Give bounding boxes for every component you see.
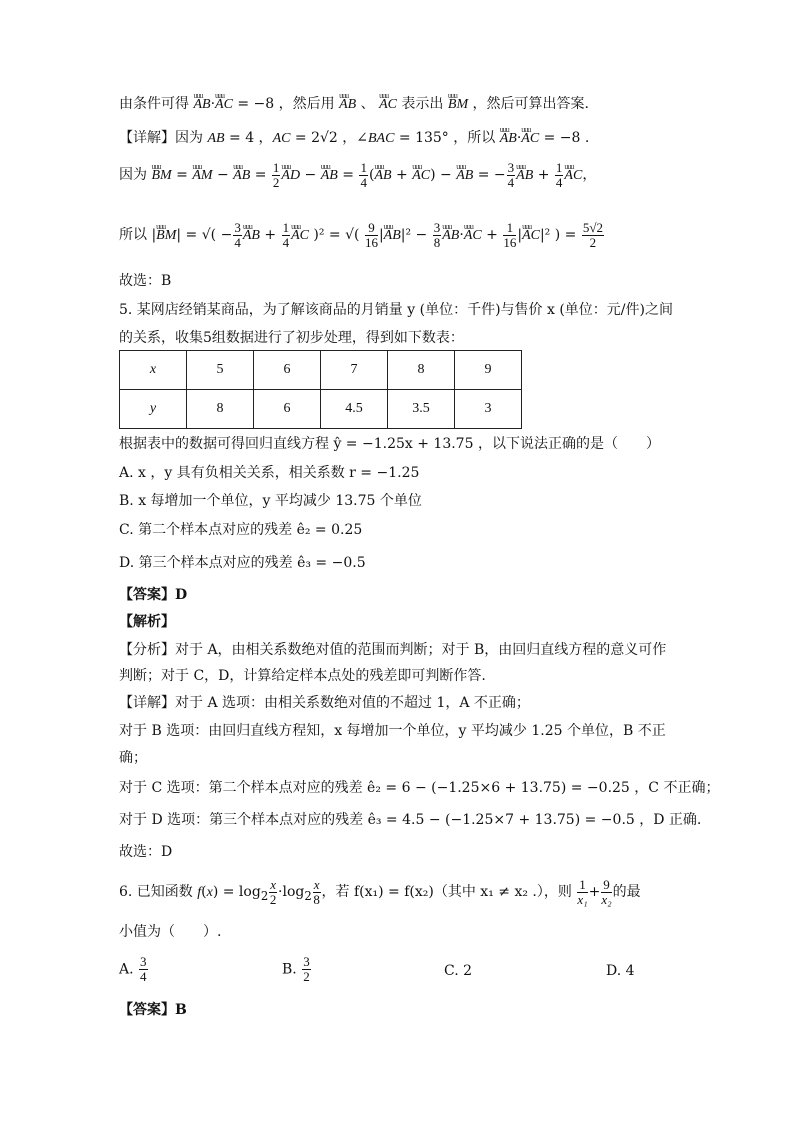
question-5-line-1: 5. 某网店经销某商品，为了解该商品的月销量 y (单位：千件)与售价 x (单位：元/件)之间 <box>119 302 673 318</box>
text-line-detail-given: 【详解】因为 AB = 4 ，AC = 2√2 ，∠BAC = 135° ，所以 uuu AB·uuu AC = −8 . <box>119 128 589 149</box>
question-6-line-1: 6. 已知函数 $f(x) = \log_2$ $\frac{x}{2}$ $\cdot\log_2$ $\frac{x}{8}$ ，若 f(x₁) = f(x₂)（其中 x₁ ≠ x₂ .），则 $\frac{1}{\text{x₁}}$ + $\frac{9}{\text{x₂}}$ 的最 <box>119 876 641 907</box>
answer-5: 【答案】D <box>119 587 188 603</box>
detail-line-1: 【详解】对于 A 选项：由相关系数绝对值的不超过 1，A 不正确； <box>119 695 530 711</box>
option-c: C. 第二个样本点对应的残差 ê₂ = 0.25 <box>119 522 363 538</box>
table-cell: 6 <box>254 390 321 429</box>
table-cell: 4.5 <box>321 390 388 429</box>
fraction-result: $\frac{5√2}{2}$ <box>582 219 603 250</box>
table-cell: 3.5 <box>388 390 455 429</box>
option-d: D. 第三个样本点对应的残差 ê₃ = −0.5 <box>119 555 366 571</box>
table-cell: 9 <box>455 351 522 390</box>
q6-option-b: B. $\frac{3}{2}$ <box>282 954 310 984</box>
table-cell: 8 <box>388 351 455 390</box>
table-cell: 5 <box>187 351 254 390</box>
table-cell: 7 <box>321 351 388 390</box>
text-line-choice-b: 故选：B <box>119 273 172 289</box>
answer-6: 【答案】B <box>119 1002 187 1018</box>
choice-d-line: 故选：D <box>119 844 173 860</box>
question-5-regression: 根据表中的数据可得回归直线方程 ŷ = −1.25x + 13.75 ，以下说法正确的是（ ） <box>119 436 660 452</box>
detail-line-3: 确； <box>119 750 147 766</box>
text-line-bm-magnitude: 所以 |uuu BM| = √( − $\frac{3}{4}$ uuu AB + $\frac{1}{4}$ uuu AC )² = √( $\frac{9}{16}$ |uuu AB|² − $\frac{3}{8}$ uuu AB·uuu AC + $\frac{1}{16}$ |uuu AC|² ) = $\frac{5√2}{2}$ <box>119 218 605 253</box>
detail-line-2: 对于 B 选项：由回归直线方程知，x 每增加一个单位，y 平均减少 1.25 个单位，B 不正 <box>119 723 666 739</box>
detail-line-5: 对于 D 选项：第三个样本点对应的残差 ê₃ = 4.5 − (−1.25×7 + 13.75) = −0.5 ，D 正确. <box>119 812 702 828</box>
table-cell: 8 <box>187 390 254 429</box>
q6-option-c: C. 2 <box>444 963 473 979</box>
fraction-one-half: $\frac{1}{2}$ <box>272 159 280 190</box>
table-row <box>120 351 522 390</box>
text-line-bm-expression: 因为 uuu BM = uuu AM − uuu AB = $\frac{1}{2}$ uuu AD − uuu AB = $\frac{1}{4}$ (uuu AB + uuu AC) − uuu AB = − $\frac{3}{4}$ uuu AB + $\frac{1}{4}$ uuu AC， <box>119 160 596 191</box>
fraction-one-quarter: $\frac{1}{4}$ <box>360 159 367 190</box>
analysis-line-1: 【分析】对于 A，由相关系数绝对值的范围而判断；对于 B，由回归直线方程的意义可作 <box>119 642 667 658</box>
option-a: A. x ，y 具有负相关关系，相关系数 r = −1.25 <box>119 465 420 481</box>
table-cell: 3 <box>455 390 522 429</box>
q6-option-d: D. 4 <box>606 963 635 979</box>
question-6-line-2: 小值为（ ）. <box>119 924 222 940</box>
magnitude-prefix: 所以 <box>119 227 147 243</box>
analysis-line-2: 判断；对于 C，D，计算给定样本点处的残差即可判断作答. <box>119 668 486 684</box>
bm-prefix: 因为 <box>119 167 147 183</box>
table-cell: 6 <box>254 351 321 390</box>
analysis-heading-5: 【解析】 <box>119 614 175 630</box>
table-cell: x <box>120 351 187 390</box>
table-row <box>120 390 522 429</box>
table-cell: y <box>120 390 187 429</box>
q6-option-a: A. $\frac{3}{4}$ <box>119 954 147 984</box>
data-table <box>119 350 522 429</box>
text-line-derivation-intro: 由条件可得 uuu AB·uuu AC = −8 ，然后用 uuu AB 、 uuu AC 表示出 uuu BM ，然后可算出答案. <box>119 94 589 115</box>
question-5-line-2: 的关系，收集5组数据进行了初步处理，得到如下数表： <box>119 330 464 346</box>
option-b: B. x 每增加一个单位，y 平均减少 13.75 个单位 <box>119 493 422 509</box>
detail-line-4: 对于 C 选项：第二个样本点对应的残差 ê₂ = 6 − (−1.25×6 + 13.75) = −0.25 ，C 不正确； <box>119 780 720 796</box>
